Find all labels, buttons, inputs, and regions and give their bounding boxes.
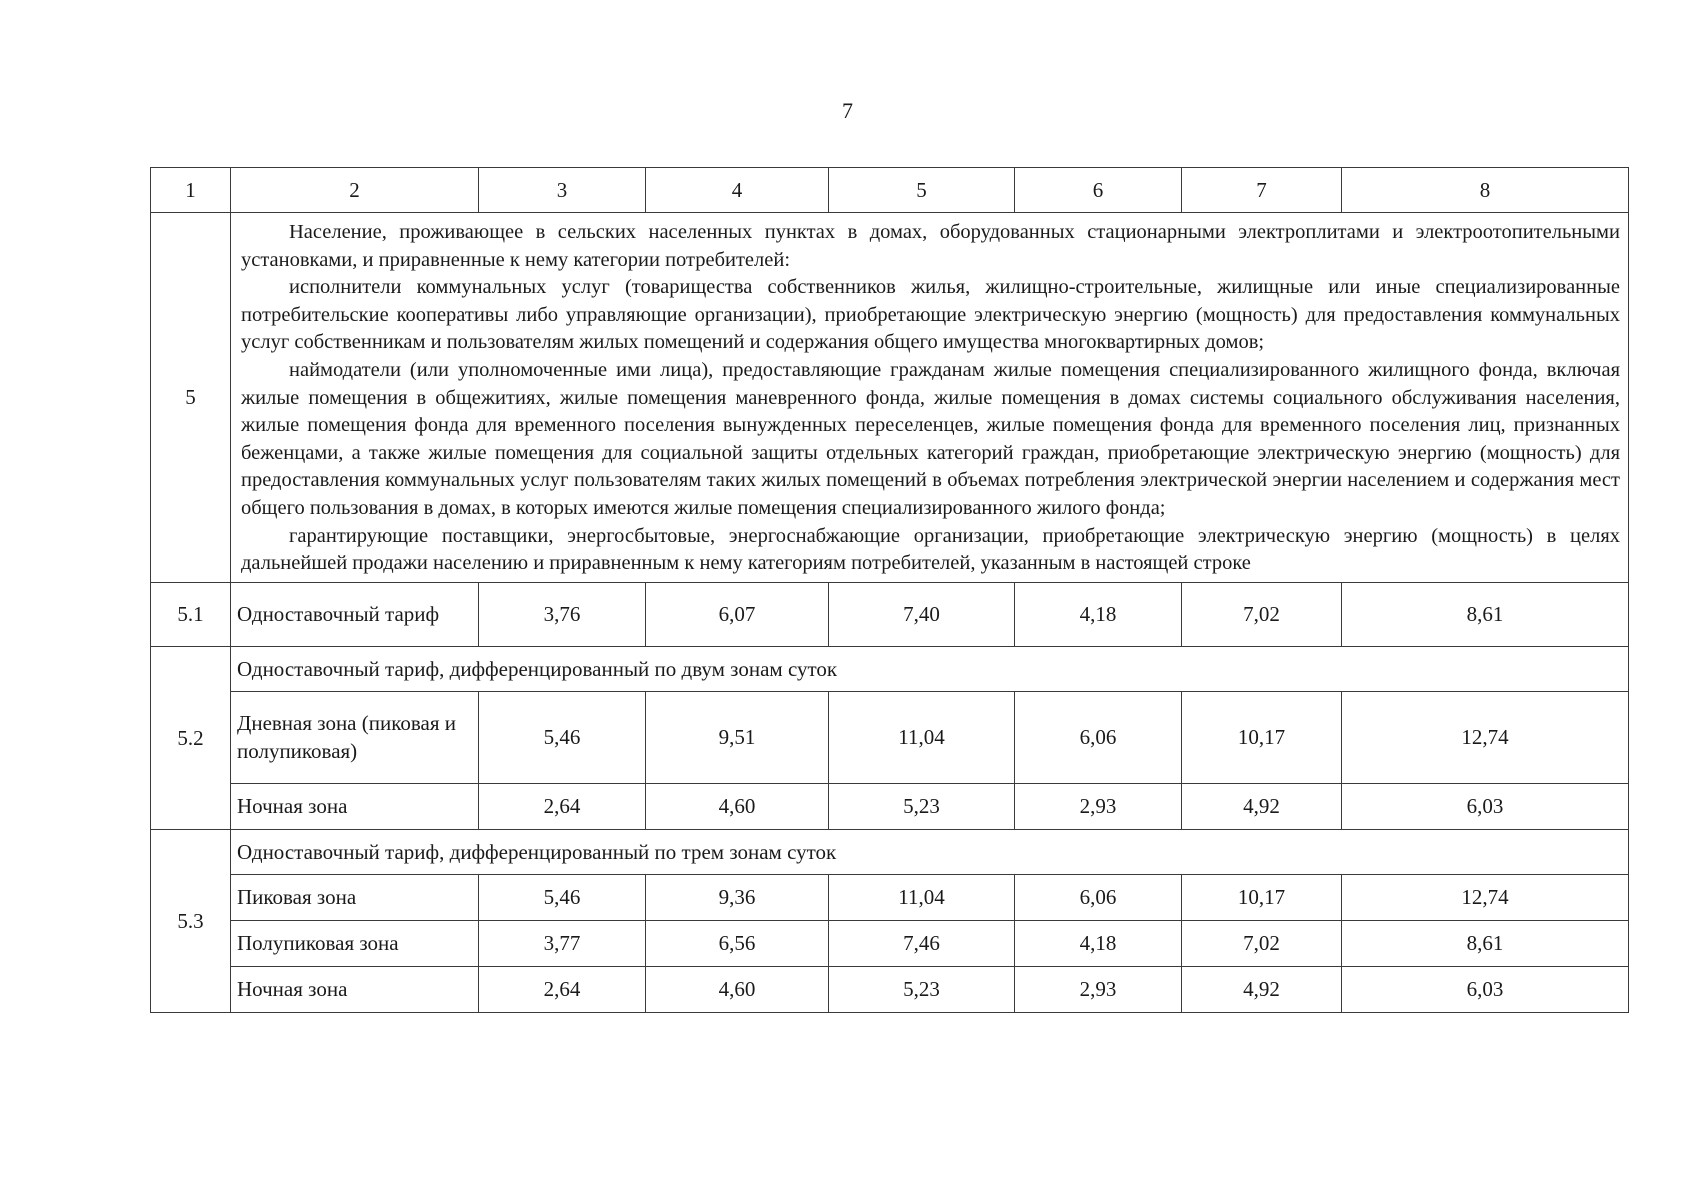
value-cell: 12,74 xyxy=(1342,691,1629,783)
value-cell: 2,93 xyxy=(1015,966,1182,1012)
row-number: 5.2 xyxy=(151,646,231,829)
tariff-label: Одноставочный тариф xyxy=(231,582,479,646)
row-number: 5.1 xyxy=(151,582,231,646)
header-cell: 8 xyxy=(1342,168,1629,213)
header-row xyxy=(151,168,1629,213)
value-cell: 3,76 xyxy=(479,582,646,646)
value-cell: 7,02 xyxy=(1182,920,1342,966)
row-number: 5 xyxy=(151,213,231,583)
value-cell: 6,06 xyxy=(1015,691,1182,783)
value-cell: 4,18 xyxy=(1015,582,1182,646)
value-cell: 5,23 xyxy=(829,966,1015,1012)
row-5-2-title xyxy=(151,646,1629,691)
row-5 xyxy=(151,213,1629,583)
page-number: 7 xyxy=(842,98,853,123)
value-cell: 8,61 xyxy=(1342,582,1629,646)
tariff-subtitle: Одноставочный тариф, дифференцированный по двум зонам суток xyxy=(231,646,1629,691)
header-cell: 3 xyxy=(479,168,646,213)
value-cell: 10,17 xyxy=(1182,691,1342,783)
value-cell: 12,74 xyxy=(1342,874,1629,920)
value-cell: 7,40 xyxy=(829,582,1015,646)
value-cell: 11,04 xyxy=(829,874,1015,920)
value-cell: 4,92 xyxy=(1182,966,1342,1012)
tariff-subtitle: Одноставочный тариф, дифференцированный по трем зонам суток xyxy=(231,829,1629,874)
header-cell: 1 xyxy=(151,168,231,213)
tariff-table xyxy=(150,167,1629,1013)
value-cell: 6,03 xyxy=(1342,783,1629,829)
header-cell: 5 xyxy=(829,168,1015,213)
value-cell: 5,23 xyxy=(829,783,1015,829)
value-cell: 2,64 xyxy=(479,783,646,829)
value-cell: 7,02 xyxy=(1182,582,1342,646)
header-cell: 4 xyxy=(646,168,829,213)
description-paragraph: гарантирующие поставщики, энергосбытовые, энергоснабжающие организации, приобретающие электрическую энергию (мощность) в целях дальнейшей продажи населению и приравненным к нему категориям потребителей, указанным в настоящей строке xyxy=(241,524,1620,575)
value-cell: 9,36 xyxy=(646,874,829,920)
description-paragraph: наймодатели (или уполномоченные ими лица), предоставляющие гражданам жилые помещения специализированного жилищного фонда, включая жилые помещения в общежитиях, жилые помещения маневренного фонда, жилые помещения в домах системы социального обслуживания населения, жилые помещения фонда для временного поселения вынужденных переселенцев, жилые помещения фонда для временного поселения лиц, признанных беженцами, а также жилые помещения для социальной защиты отдельных категорий граждан, приобретающие электрическую энергию (мощность) для предоставления коммунальных услуг пользователям таких жилых помещений в объемах потребления электрической энергии населением и содержания мест общего пользования в домах, в которых имеются жилые помещения специализированного жилого фонда; xyxy=(241,358,1620,519)
description-paragraph: Население, проживающее в сельских населенных пунктах в домах, оборудованных стационарными электроплитами и электроотопительными установками, и приравненные к нему категории потребителей: xyxy=(241,221,1620,271)
value-cell: 6,56 xyxy=(646,920,829,966)
value-cell: 6,03 xyxy=(1342,966,1629,1012)
value-cell: 9,51 xyxy=(646,691,829,783)
category-description xyxy=(231,213,1629,583)
value-cell: 4,92 xyxy=(1182,783,1342,829)
value-cell: 4,18 xyxy=(1015,920,1182,966)
description-paragraph: исполнители коммунальных услуг (товарищества собственников жилья, жилищно-строительные, жилищные или иные специализированные потребительские кооперативы либо управляющие организации), приобретающие электрическую энергию (мощность) для предоставления коммунальных услуг собственникам и пользователям жилых помещений и содержания общего имущества многоквартирных домов; xyxy=(241,276,1620,354)
header-cell: 6 xyxy=(1015,168,1182,213)
value-cell: 2,93 xyxy=(1015,783,1182,829)
zone-row xyxy=(151,691,1629,783)
zone-row xyxy=(151,966,1629,1012)
zone-label: Пиковая зона xyxy=(231,874,479,920)
value-cell: 11,04 xyxy=(829,691,1015,783)
row-number: 5.3 xyxy=(151,829,231,1012)
header-cell: 7 xyxy=(1182,168,1342,213)
row-5-1 xyxy=(151,582,1629,646)
zone-label: Ночная зона xyxy=(231,783,479,829)
value-cell: 4,60 xyxy=(646,966,829,1012)
zone-row xyxy=(151,874,1629,920)
zone-row xyxy=(151,920,1629,966)
value-cell: 10,17 xyxy=(1182,874,1342,920)
value-cell: 5,46 xyxy=(479,691,646,783)
zone-row xyxy=(151,783,1629,829)
zone-label: Дневная зона (пиковая и полупиковая) xyxy=(231,691,479,783)
value-cell: 3,77 xyxy=(479,920,646,966)
value-cell: 6,07 xyxy=(646,582,829,646)
value-cell: 4,60 xyxy=(646,783,829,829)
row-5-3-title xyxy=(151,829,1629,874)
value-cell: 5,46 xyxy=(479,874,646,920)
zone-label: Ночная зона xyxy=(231,966,479,1012)
value-cell: 2,64 xyxy=(479,966,646,1012)
value-cell: 8,61 xyxy=(1342,920,1629,966)
zone-label: Полупиковая зона xyxy=(231,920,479,966)
header-cell: 2 xyxy=(231,168,479,213)
value-cell: 7,46 xyxy=(829,920,1015,966)
value-cell: 6,06 xyxy=(1015,874,1182,920)
